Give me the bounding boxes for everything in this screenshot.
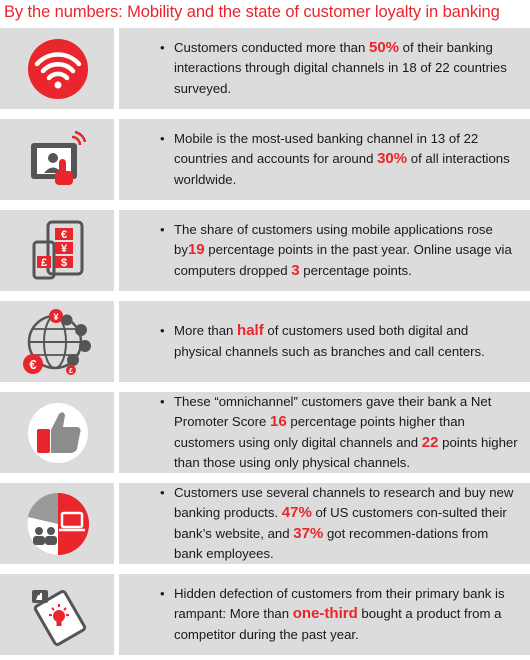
- svg-text:¥: ¥: [60, 242, 67, 255]
- tablet-touch-icon: [25, 129, 91, 191]
- stat-text-cell: [118, 28, 530, 109]
- stat-highlight: half: [237, 322, 264, 339]
- stat-highlight: 30%: [377, 150, 408, 168]
- mobile-currency-icon: [28, 218, 88, 284]
- stat-icon-cell: [1, 119, 119, 200]
- svg-text:£: £: [40, 256, 47, 269]
- stat-text-cell: [118, 392, 530, 473]
- stat-text-cell: [118, 301, 530, 382]
- stat-text-part: points higher than those using only physical channels.: [174, 434, 518, 470]
- stat-text-part: percentage points higher than customers using only digital channels and: [174, 414, 465, 450]
- stat-text-part: got recommen-dations from bank employees.: [174, 525, 489, 561]
- stat-text: [160, 392, 518, 474]
- stat-highlight: 16: [270, 413, 287, 430]
- stat-icon-cell: [1, 392, 119, 473]
- stat-text-part: of all interactions worldwide.: [174, 151, 510, 187]
- stat-text-cell: [118, 210, 530, 291]
- svg-text:€: €: [60, 228, 67, 241]
- stat-row-hidden-defection: [0, 574, 530, 655]
- stat-text: [160, 584, 518, 646]
- stat-text-cell: [118, 483, 530, 564]
- stat-highlight: 37%: [293, 524, 324, 542]
- stat-text-part: percentage points.: [299, 262, 412, 278]
- stat-highlight: 22: [421, 433, 439, 451]
- stat-text-cell: [118, 574, 530, 655]
- globe-network-icon: [21, 308, 95, 376]
- stat-text-part: Customers use several channels to research and buy new banking products.: [174, 484, 514, 520]
- stat-text-cell: [118, 119, 530, 200]
- stat-text-part: More than: [174, 323, 238, 338]
- svg-text:¥: ¥: [52, 311, 59, 322]
- stat-text-part: Customers conducted more than: [174, 39, 369, 55]
- stat-row-digital-share: [0, 28, 530, 109]
- stat-text: [160, 483, 518, 565]
- stat-text-part: The share of customers using mobile applications rose by: [174, 221, 493, 258]
- stat-text: [160, 220, 518, 282]
- svg-text:€: €: [28, 356, 37, 372]
- stat-row-mobile-apps: [0, 210, 530, 291]
- stat-highlight: one-third: [292, 605, 358, 623]
- stat-icon-cell: [1, 483, 119, 564]
- stat-text: [160, 38, 518, 100]
- stat-highlight: 3: [291, 261, 300, 279]
- stat-row-research: [0, 483, 530, 564]
- stat-row-mobile-channel: [0, 119, 530, 200]
- stat-row-nps: [0, 392, 530, 473]
- stat-text-part: of US customers con-sulted their bank’s website, and: [174, 505, 507, 541]
- research-pie-icon: [24, 491, 92, 557]
- stat-icon-cell: [1, 210, 119, 291]
- stat-text-part: Hidden defection of customers from their primary bank is rampant: More than: [174, 585, 505, 622]
- stat-icon-cell: [1, 574, 119, 655]
- stat-text: [160, 321, 518, 362]
- defection-tablet-icon: [25, 582, 91, 648]
- stat-highlight: 50%: [368, 38, 400, 56]
- stat-row-omnichannel-usage: [0, 301, 530, 382]
- stat-text-part: percentage points in the past year. Online usage via computers dropped: [174, 242, 512, 278]
- stat-text-part: of customers used both digital and physical channels such as branches and call centers.: [174, 323, 485, 359]
- stat-text-part: These “omnichannel” customers gave their bank a Net Promoter Score: [174, 393, 492, 429]
- stat-text-part: bought a product from a competitor during the past year.: [174, 606, 502, 642]
- stat-icon-cell: [1, 301, 119, 382]
- stat-text-part: of their banking interactions through digital channels in 18 of 22 countries surveyed.: [174, 39, 507, 96]
- stat-highlight: 47%: [281, 504, 312, 521]
- svg-text:$: $: [60, 256, 67, 269]
- stat-text-part: Mobile is the most-used banking channel in 13 of 22 countries and accounts for around: [174, 130, 479, 167]
- stat-text: [160, 129, 518, 191]
- page-title: By the numbers: Mobility and the state of customer loyalty in banking: [4, 3, 500, 21]
- svg-text:£: £: [68, 367, 73, 375]
- thumbs-up-icon: [25, 400, 91, 466]
- stat-icon-cell: [1, 28, 119, 109]
- stat-highlight: 19: [187, 241, 205, 259]
- wifi-signal-icon: [23, 39, 93, 99]
